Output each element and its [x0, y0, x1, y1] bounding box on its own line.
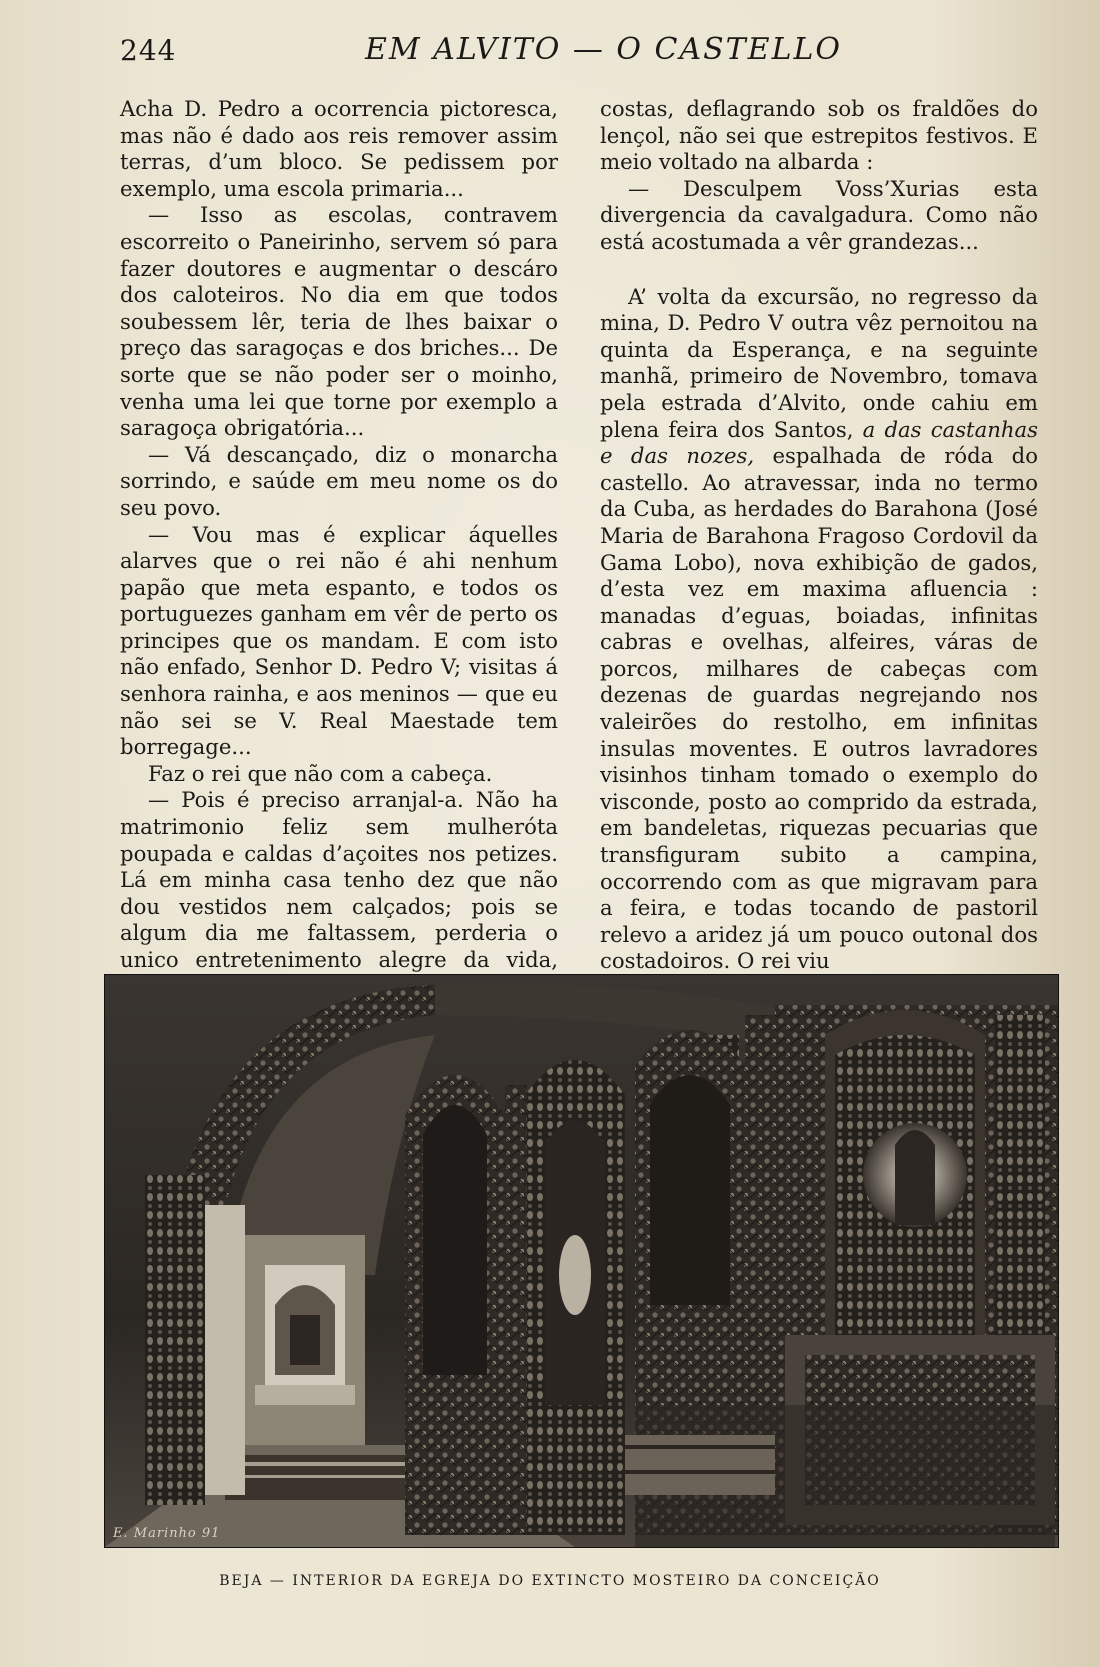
figure-caption: BEJA — INTERIOR DA EGREJA DO EXTINCTO MOSTEIRO DA CONCEIÇÃO — [219, 1573, 881, 1589]
paragraph: — Desculpem Voss’Xurias esta divergencia da cavalgadura. Como não está acostumada a vêr grandezas... — [600, 175, 1038, 254]
page-number: 244 — [120, 34, 177, 67]
paragraph: — Vá descançado, diz o monarcha sorrindo, e saúde em meu nome os do seu povo. — [120, 441, 558, 520]
paragraph-text: A’ volta da excursão, no regresso da mina, D. Pedro V outra vêz pernoitou na quinta da Esperança, e na seguinte manhã, primeiro de Novembro, tomava pela estrada d’Alvito, onde cahiu em plena feira dos Santos, — [600, 283, 1038, 442]
paragraph: — Isso as escolas, contravem escorreito o Paneirinho, servem só para fazer doutores e augmentar o descáro dos caloteiros. No dia em que todos soubessem lêr, teria de lhes baixar o preço das saragoças e dos briches... De sorte que se não poder ser o moinho, venha uma lei que torne por exemplo a saragoça obrigatória... — [120, 202, 558, 441]
running-title: EM ALVITO — O CASTELLO — [365, 32, 843, 67]
paragraph: Faz o rei que não com a cabeça. — [148, 760, 493, 786]
paragraph: costas, deflagrando sob os fraldões do lençol, não sei que estrepitos festivos. E meio voltado na albarda : — [600, 96, 1038, 175]
paragraph — [600, 284, 1038, 975]
section-gap — [600, 256, 1038, 284]
paragraph: — Pois é preciso arranjal-a. Não ha matrimonio feliz sem mulheróta poupada e caldas d’açoites nos petizes. Lá em minha casa tenho dez que não dou vestidos nem calçados; pois se algum dia me faltassem, perderia o unico entretenimento alegre da vida, — [120, 787, 558, 972]
photographer-signature: E. Marinho 91 — [113, 1526, 221, 1541]
paragraph-text: espalhada de róda do castello. Ao atravessar, inda no termo da Cuba, as herdades do Barahona (José Maria de Barahona Fragoso Cordovil da Gama Lobo), nova exhibição de gados, d’esta vez em maxima afluencia : manadas d’eguas, boiadas, infinitas cabras e ovelhas, alfeires, váras de porcos, milhares de cabeças com dezenas de guardas negrejando nos valeirões do restolho, em infinitas insulas moventes. E outros lavradores visinhos tinham tomado o exemplo do visconde, posto ao comprido da estrada, em bandeletas, riquezas pecuarias que transfiguram subito a campina, occorrendo com as que migravam para a feira, e todas tocando de pastoril relevo a aridez já um pouco outonal dos costadoiros. O rei viu — [600, 443, 1038, 974]
church-interior-photograph — [104, 974, 1059, 1548]
italic-phrase: a das castanhas e das nozes, — [600, 416, 1039, 469]
right-text-column — [600, 96, 1038, 975]
paragraph: — Vou mas é explicar áquelles alarves que o rei não é ahi nenhum papão que meta espanto, e todos os portuguezes ganham em vêr de perto os principes que os mandam. E com isto não enfado, Senhor D. Pedro V; visitas á senhora rainha, e aos meninos — que eu não sei se V. Real Maestade tem borregage... — [120, 521, 558, 760]
photograph-illustration — [105, 975, 1058, 1547]
left-text-column — [120, 96, 558, 1080]
paragraph: Acha D. Pedro a ocorrencia pictoresca, mas não é dado aos reis remover assim terras, d’um bloco. Se pedissem por exemplo, uma escola primaria... — [120, 96, 558, 201]
